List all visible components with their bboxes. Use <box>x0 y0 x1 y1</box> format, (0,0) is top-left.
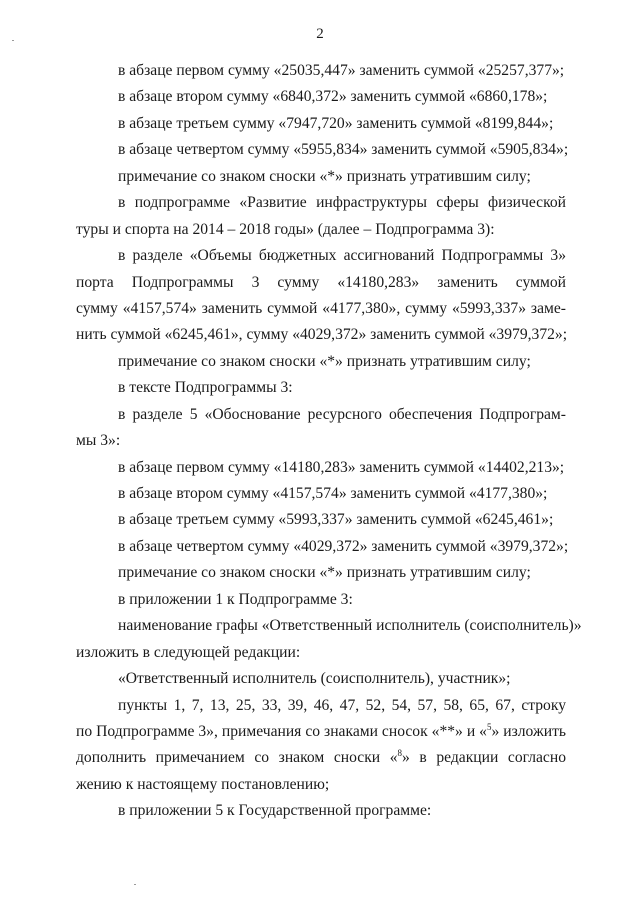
text-line-content: пункты 1, 7, 13, 25, 33, 39, 46, 47, 52, 54, 57, 58, 65, 67, строку <box>118 696 566 714</box>
text-line-content: в абзаце четвертом сумму «5955,834» заменить суммой «5905,834»; <box>118 141 569 159</box>
text-line-content: наименование графы «Ответственный исполнитель (соисполнитель)» <box>118 617 582 635</box>
text-line <box>76 693 566 719</box>
text-line <box>76 507 566 533</box>
text-line <box>76 640 566 666</box>
text-line-content: примечание со знаком сноски «*» признать утратившим силу; <box>118 352 531 370</box>
text-line-content: по Подпрограмме 3», примечания со знаками сносок «**» и « <box>76 722 487 740</box>
text-line-content: жению к настоящему постановлению; <box>76 775 330 793</box>
text-line-content: в приложении 5 к Государственной программе: <box>118 802 432 820</box>
text-line <box>76 270 566 296</box>
text-line-content: в разделе 5 «Обоснование ресурсного обеспечения Подпрограм- <box>118 405 566 423</box>
text-line-content: мы 3»: <box>76 432 121 450</box>
text-line-content: в абзаце третьем сумму «5993,337» заменить суммой «6245,461»; <box>118 511 554 529</box>
text-line-content: в приложении 1 к Подпрограмме 3: <box>118 590 353 608</box>
text-line <box>76 666 566 692</box>
text-line-content: в абзаце втором сумму «4157,574» заменить суммой «4177,380»; <box>118 485 548 502</box>
text-line <box>76 428 566 454</box>
text-line <box>76 296 566 322</box>
text-line-content: в абзаце четвертом сумму «4029,372» заменить суммой «3979,372»; <box>118 537 569 555</box>
text-line-content: в подпрограмме «Развитие инфраструктуры сферы физической <box>118 194 566 212</box>
text-line <box>76 613 582 639</box>
document-body <box>76 58 582 825</box>
text-line-content: в тексте Подпрограммы 3: <box>118 379 293 397</box>
scan-speck <box>12 40 14 41</box>
text-line-content: дополнить примечанием со знаком сноски « <box>76 749 398 767</box>
page-number: 2 <box>316 26 324 42</box>
scan-speck <box>134 884 136 885</box>
text-line <box>76 190 566 216</box>
text-line <box>76 481 566 507</box>
text-line-content: туры и спорта на 2014 – 2018 годы» (далее – Подпрограмма 3): <box>76 220 495 238</box>
text-line <box>76 322 566 348</box>
text-line-content: «Ответственный исполнитель (соисполнитель), участник»; <box>118 670 511 688</box>
text-line-content: изложить в следующей редакции: <box>76 643 301 661</box>
text-line-content: в разделе «Объемы бюджетных ассигнований Подпрограммы 3» <box>118 247 566 265</box>
text-line <box>76 587 566 613</box>
footnote-mark: 5 <box>486 721 492 732</box>
text-line-content: в абзаце первом сумму «14180,283» заменить суммой «14402,213»; <box>118 458 565 476</box>
text-line <box>76 798 566 824</box>
text-line <box>76 375 566 401</box>
text-line-content: примечание со знаком сноски «*» признать утратившим силу; <box>118 564 531 582</box>
text-line <box>76 772 566 798</box>
text-line-continuation: » изложить <box>491 722 566 740</box>
text-line <box>76 402 566 428</box>
footnote-mark: 8 <box>397 748 403 759</box>
text-line <box>76 84 566 110</box>
text-line <box>76 560 566 586</box>
text-line <box>76 137 569 163</box>
text-line <box>76 745 566 771</box>
text-line-content: нить суммой «6245,461», сумму «4029,372» заменить суммой «3979,372»; <box>76 326 568 344</box>
text-line <box>76 58 566 84</box>
text-line-content: примечание со знаком сноски «*» признать утратившим силу; <box>118 167 531 185</box>
text-line-content: в абзаце третьем сумму «7947,720» заменить суммой «8199,844»; <box>118 114 554 132</box>
text-line <box>76 455 566 481</box>
text-line-content: в абзаце втором сумму «6840,372» заменить суммой «6860,178»; <box>118 88 548 106</box>
text-line <box>76 111 566 137</box>
text-line <box>76 534 569 560</box>
text-line <box>76 217 566 243</box>
text-line <box>76 719 566 745</box>
text-line <box>76 243 566 269</box>
text-line <box>76 164 566 190</box>
text-line-continuation: » в редакции согласно <box>402 749 566 767</box>
text-line-content: сумму «4157,574» заменить суммой «4177,380», сумму «5993,337» заме- <box>76 299 566 317</box>
text-line-content: порта Подпрограммы 3 сумму «14180,283» заменить суммой <box>76 273 566 291</box>
text-line-content: в абзаце первом сумму «25035,447» заменить суммой «25257,377»; <box>118 62 565 79</box>
text-line <box>76 349 566 375</box>
